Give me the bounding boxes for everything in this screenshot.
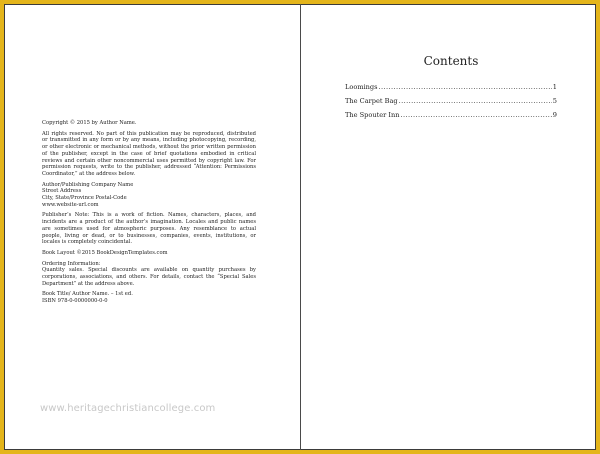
isbn-line: ISBN 978-0-0000000-0-0 [42, 298, 108, 305]
toc-dot-leader [399, 94, 552, 108]
toc-dot-leader [401, 108, 552, 122]
contents-heading: Contents [423, 54, 479, 68]
toc-page-number: 9 [552, 111, 557, 119]
toc-entry-title: The Spouter Inn [345, 111, 400, 119]
book-spine-divider [300, 4, 301, 450]
publisher-website: www.website-url.com [42, 201, 99, 208]
publisher-street: Street Address [42, 188, 82, 195]
toc-dot-leader [379, 80, 552, 94]
toc-entry-loomings[interactable] [345, 80, 557, 94]
ordering-information [42, 261, 256, 288]
toc-entry-spouter-inn[interactable] [345, 108, 557, 122]
toc-entry-title: The Carpet Bag [345, 97, 398, 105]
book-title-line: Book Title/ Author Name. – 1st ed. [42, 291, 133, 298]
publisher-company: Author/Publishing Company Name [42, 181, 134, 188]
ordering-heading: Ordering Information: [42, 260, 101, 267]
toc-page-number: 1 [552, 83, 557, 91]
toc-entry-carpet-bag[interactable] [345, 94, 557, 108]
website-watermark: www.heritagechristiancollege.com [40, 403, 216, 414]
book-layout-credit: Book Layout ©2015 BookDesignTemplates.com [42, 249, 168, 256]
toc-page-number: 5 [552, 97, 557, 105]
rights-statement: All rights reserved. No part of this publication may be reproduced, distributed or transmitted in any form or by any means, including photocopying, recording, or other electronic or mechanical methods, without the prior written permission of the publisher, except in the case of brief quotations embodied in critical reviews and certain other noncommercial uses permitted by copyright law. For permission requests, write to the publisher, addressed “Attention: Permissions Coordinator,” at the address below. [42, 130, 256, 177]
copyright-page [42, 120, 256, 309]
toc-entry-title: Loomings [345, 83, 378, 91]
publisher-city: City, State/Province Postal-Code [42, 195, 127, 202]
ordering-text: Quantity sales. Special discounts are available on quantity purchases by corporations, associations, and others. For details, contact the “Special Sales Department” at the address above. [42, 267, 256, 287]
book-identification [42, 291, 256, 304]
table-of-contents [345, 80, 557, 122]
publisher-address [42, 182, 256, 209]
copyright-line: Copyright © 2015 by Author Name. [42, 120, 137, 126]
publisher-note: Publisher’s Note: This is a work of fiction. Names, characters, places, and incidents are a product of the author’s imagination. Locales and public names are sometimes used for atmospheric purposes. Any resemblance to actual people, living or dead, or to businesses, companies, events, institutions, or locales is completely coincidental. [42, 212, 256, 246]
